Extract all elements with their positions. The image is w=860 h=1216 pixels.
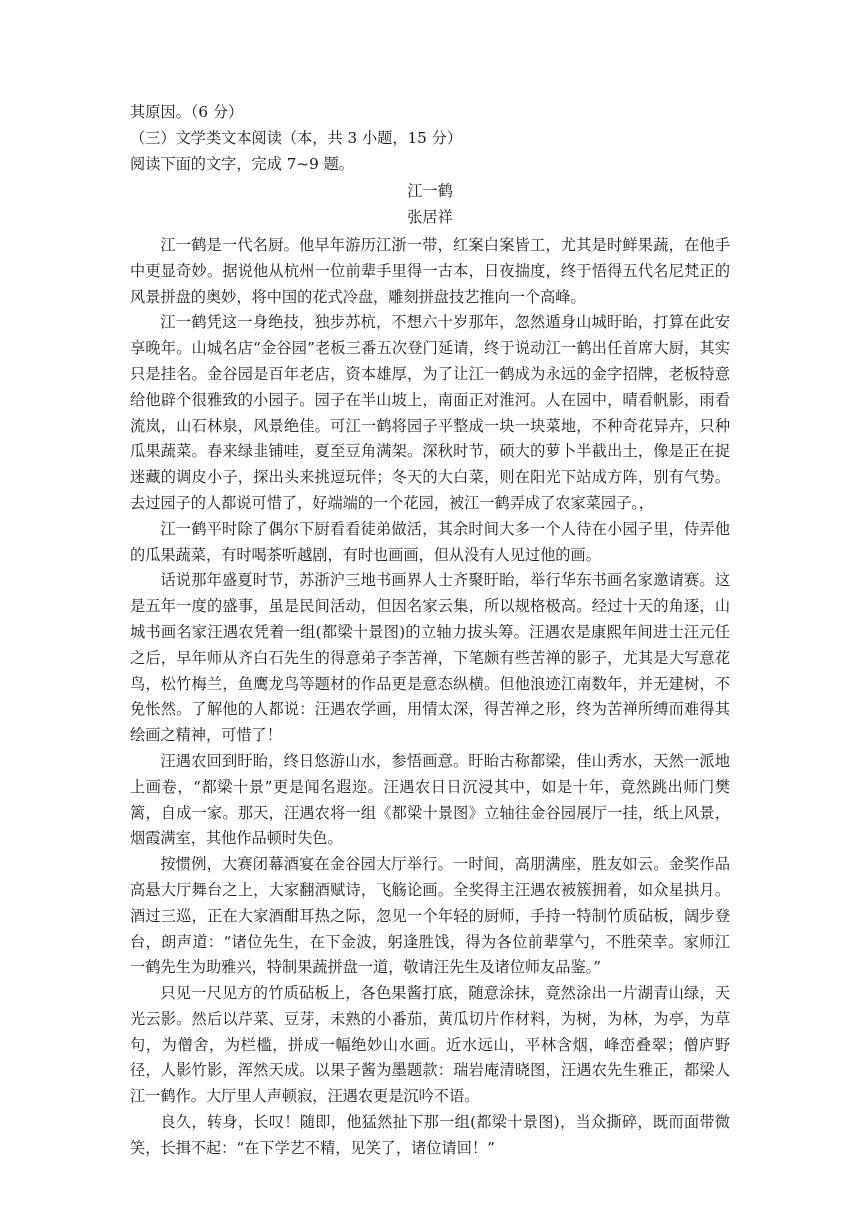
story-paragraph: 话说那年盛夏时节，苏浙沪三地书画界人士齐聚盱眙，举行华东书画名家邀请赛。这是五年一度的盛事，虽是民间活动，但因名家云集，所以规格极高。经过十天的角逐，山城书画名家汪遇农凭着一组(都梁十景图)的立轴力拔头筹。汪遇农是康熙年间进士汪元任之后，早年师从齐白石先生的得意弟子李苦禅，下笔颇有些苦禅的影子，尤其是大写意花鸟，松竹梅兰，鱼鹰龙鸟等题材的作品更是意态纵横。但他浪迹江南数年，并无建树，不免怅然。了解他的人都说：汪遇农学画，用情太深，得苦禅之形，终为苦禅所缚而难得其绘画之精神，可惜了！	[130, 571, 730, 745]
section-heading: （三）文学类文本阅读（本，共 3 小题，15 分）	[130, 128, 463, 147]
story-paragraph: 江一鹤是一代名厨。他早年游历江浙一带，红案白案皆工，尤其是时鲜果蔬，在他手中更显奇妙。据说他从杭州一位前辈手里得一古本，日夜揣度，终于悟得五代名尼梵正的风景拼盘的奥妙，将中国的花式冷盘，雕刻拼盘技艺推向一个高峰。	[130, 235, 730, 306]
story-title: 江一鹤	[407, 182, 453, 201]
story-paragraph: 江一鹤凭这一身绝技，独步苏杭，不想六十岁那年，忽然遁身山城盱眙，打算在此安享晚年。山城名店“金谷园”老板三番五次登门延请，终于说动江一鹤出任首席大厨，其实只是挂名。金谷园是百年老店，资本雄厚，为了让江一鹤成为永远的金字招牌，老板特意给他辟个很雅致的小园子。园子在半山坡上，南面正对淮河。人在园中，晴看帆影，雨看流岚，山石林泉，风景绝佳。可江一鹤将园子平整成一块一块菜地，不种奇花异卉，只种瓜果蔬菜。春来绿韭铺哇，夏至豆角满架。深秋时节，硕大的萝卜半截出土，像是正在捉迷藏的调皮小子，探出头来挑逗玩伴；冬天的大白菜，则在阳光下站成方阵，别有气势。去过园子的人都说可惜了，好端端的一个花园，被江一鹤弄成了农家菜园子。，	[130, 313, 730, 512]
story-paragraph: 江一鹤平时除了偶尔下厨看看徒弟做活，其余时间大多一个人待在小园子里，侍弄他的瓜果蔬菜，有时喝茶听越剧，有时也画画，但从没有人见过他的画。	[130, 519, 730, 564]
question-tail-line: 其原因。（6 分）	[130, 103, 244, 121]
story-paragraph: 汪遇农回到盱眙，终日悠游山水，参悟画意。盱眙古称都梁，佳山秀水，天然一派地上画卷，“都梁十景”更是闻名遐迩。汪遇农日日沉浸其中，如是十年，竟然跳出师门樊篱，自成一家。那天，汪遇农将一组《都梁十景图》立轴往金谷园展厅一挂，纸上风景，烟霞满室，其他作品顿时失色。	[130, 751, 730, 848]
story-paragraph: 只见一尺见方的竹质砧板上，各色果酱打底，随意涂抹，竟然涂出一片湖青山绿，天光云影。然后以芹菜、豆芽，未熟的小番茄，黄瓜切片作材料，为树，为林，为亭，为草句，为僧舍，为栏槛，拼成一幅绝妙山水画。近水远山，平林含烟，峰峦叠翠；僧庐野径，人影竹影，浑然天成。以果子酱为墨题款：瑞岩庵清晓图，汪遇农先生雅正，都梁人江一鹤作。大厅里人声顿寂，汪遇农更是沉吟不语。	[130, 984, 730, 1106]
document-page	[130, 100, 730, 1162]
story-paragraph: 按惯例，大赛闭幕酒宴在金谷园大厅举行。一时间，高朋满座，胜友如云。金奖作品高悬大厅舞台之上，大家翻酒赋诗，飞觞论画。全奖得主汪遇农被簇拥着，如众星拱月。酒过三巡，正在大家酒酣耳热之际，忽见一个年轻的厨师，手持一特制竹质砧板，阔步登台，朗声道：“诸位先生，在下金波，躬逢胜饯，得为各位前辈掌勺，不胜荣幸。家师江一鹤先生为助雅兴，特制果蔬拼盘一道，敬请汪先生及诸位师友品鉴。”	[130, 855, 730, 977]
reading-instruction: 阅读下面的文字，完成 7~9 题。	[130, 154, 354, 173]
story-author: 张居祥	[407, 208, 453, 227]
story-paragraph: 良久，转身，长叹！随即，他猛然扯下那一组(都梁十景图)，当众撕碎，既而面带微笑，长揖不起：“在下学艺不精，见笑了，诸位请回！”	[130, 1113, 730, 1157]
